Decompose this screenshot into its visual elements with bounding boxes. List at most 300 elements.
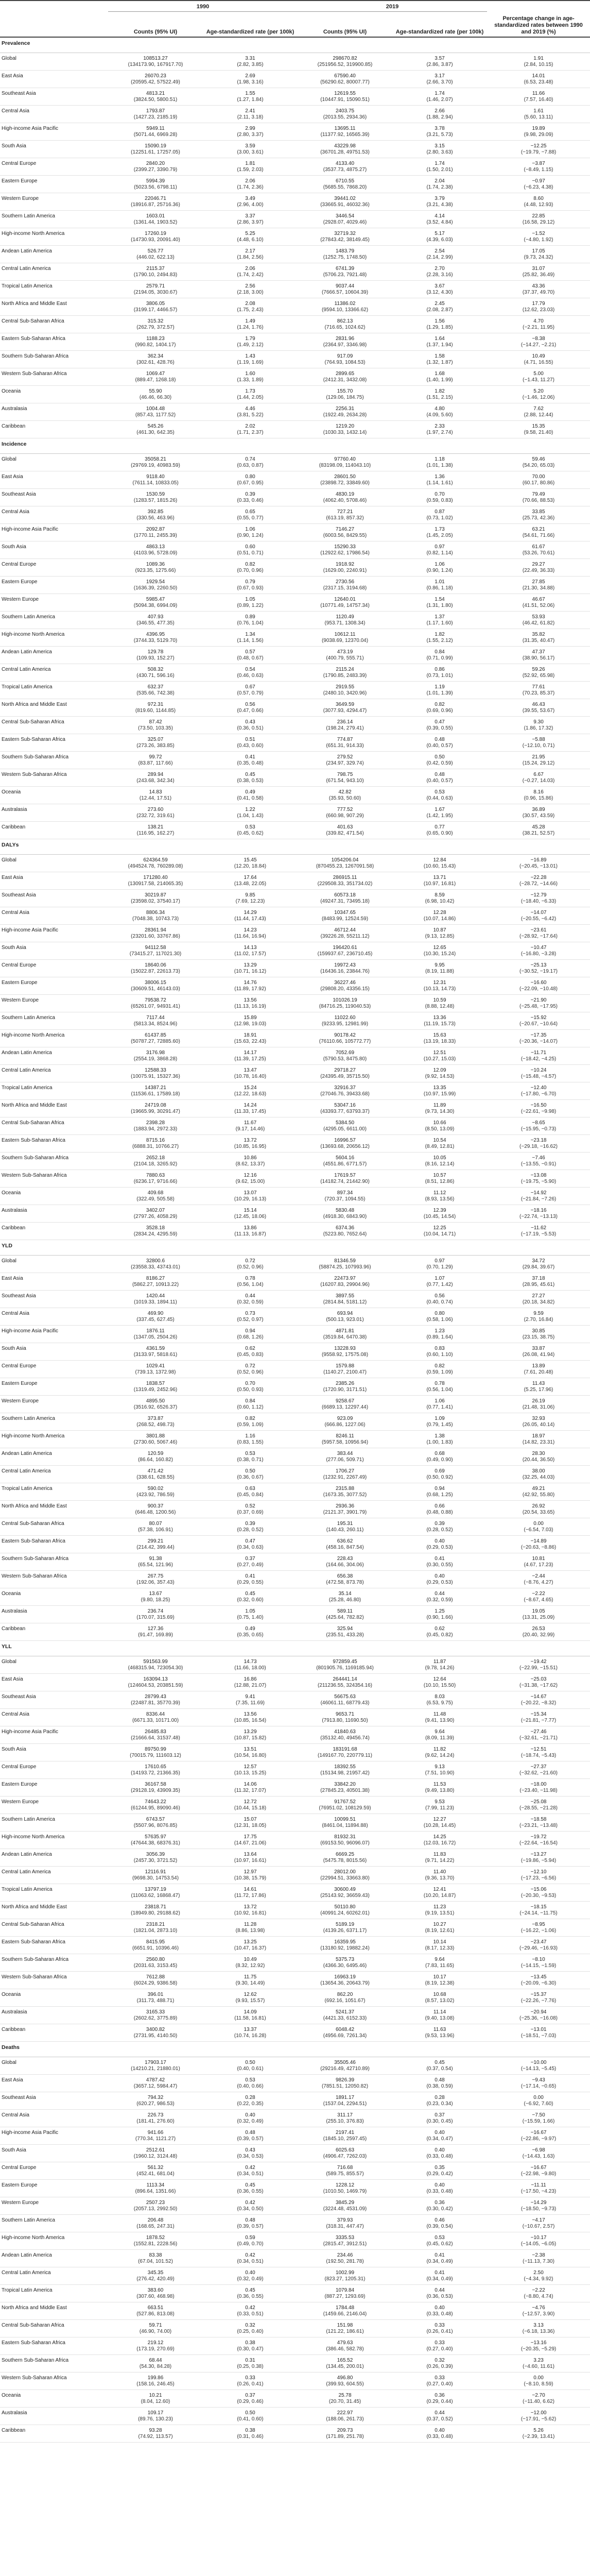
cell-value: 11.40 [433, 1869, 446, 1875]
counts-1990-cell [108, 1501, 203, 1518]
cell-value: 120.59 [147, 1451, 164, 1456]
pct-change-cell [487, 1466, 590, 1483]
counts-1990-cell [108, 1902, 203, 1919]
cell-value: 1.60 [245, 371, 255, 377]
counts-1990-cell [108, 1656, 203, 1674]
cell-value: 693.94 [337, 1311, 353, 1316]
section-header-row [0, 438, 590, 454]
cell-value: 5.00 [533, 371, 544, 377]
cell-interval: (49247.31, 73495.18) [320, 899, 370, 904]
cell-interval: (−8.67, 4.65) [524, 1597, 553, 1603]
rate-2019-cell [392, 1623, 487, 1641]
pct-change-cell [487, 1100, 590, 1117]
location-cell: Eastern Sub-Saharan Africa [0, 1135, 108, 1153]
counts-2019-cell [298, 647, 392, 664]
cell-interval: (7.61, 20.48) [524, 1369, 553, 1375]
cell-value: −13.16 [530, 2340, 547, 2346]
counts-1990-cell [108, 682, 203, 699]
rate-1990-cell [203, 804, 298, 822]
table-row [0, 1919, 590, 1937]
cell-value: 373.87 [147, 1416, 164, 1421]
cell-value: 0.37 [435, 2112, 445, 2118]
cell-interval: (214.42, 399.44) [136, 1545, 175, 1550]
cell-interval: (446.02, 622.13) [136, 255, 175, 260]
cell-interval: (6003.56, 8429.55) [323, 533, 367, 538]
counts-2019-cell [298, 2024, 392, 2042]
rate-2019-cell [392, 489, 487, 506]
cell-interval: (1.71, 2.37) [237, 430, 264, 435]
cell-value: −12.10 [530, 1869, 547, 1875]
pct-change-cell [487, 53, 590, 71]
location-cell: Global [0, 855, 108, 872]
pct-change-cell [487, 1849, 590, 1867]
pct-change-cell [487, 647, 590, 664]
cell-interval: (3519.84, 6470.38) [323, 1334, 367, 1340]
table-row [0, 1223, 590, 1240]
location-cell: High-income North America [0, 629, 108, 647]
cell-interval: (0.27, 0.40) [426, 2381, 453, 2387]
cell-value: 362.34 [147, 353, 164, 359]
rate-1990-cell [203, 1291, 298, 1308]
rate-1990-cell [203, 1205, 298, 1223]
cell-interval: (8.62, 13.37) [235, 1161, 265, 1167]
rate-1990-cell [203, 1361, 298, 1378]
table-row [0, 1606, 590, 1623]
counts-1990-cell [108, 1832, 203, 1849]
cell-value: 8.16 [533, 789, 544, 795]
counts-2019-cell [298, 2057, 392, 2075]
cell-value: 39441.02 [334, 196, 356, 201]
cell-value: 0.43 [245, 719, 255, 725]
cell-value: 3176.98 [146, 1050, 165, 1056]
table-row [0, 1308, 590, 1326]
cell-interval: (33665.91, 46032.36) [320, 202, 370, 208]
cell-value: 526.77 [147, 248, 164, 254]
cell-interval: (27046.76, 39433.68) [320, 1091, 370, 1097]
rate-2019-cell [392, 421, 487, 438]
location-cell: Andean Latin America [0, 1047, 108, 1065]
cell-value: 14.24 [244, 1103, 257, 1108]
location-cell: Caribbean [0, 421, 108, 438]
cell-value: 0.54 [245, 667, 255, 672]
cell-interval: (0.27, 0.40) [426, 2346, 453, 2352]
cell-value: 0.45 [245, 2287, 255, 2293]
cell-value: 228.43 [337, 1556, 353, 1562]
cell-value: 0.48 [435, 737, 445, 742]
cell-value: 392.85 [147, 509, 164, 515]
cell-interval: (6689.13, 12297.44) [321, 1404, 369, 1410]
cell-interval: (−18.50, −9.73) [520, 2206, 557, 2212]
cell-interval: (0.90, 1.66) [426, 1615, 453, 1620]
cell-value: 2.41 [245, 108, 255, 114]
rate-1990-cell [203, 2092, 298, 2110]
cell-value: 94112.58 [145, 945, 166, 951]
cell-value: 90178.42 [334, 1032, 356, 1038]
cell-value: −27.46 [530, 1729, 547, 1735]
cell-value: 1706.27 [335, 1468, 355, 1474]
counts-2019-cell [298, 1291, 392, 1308]
location-cell: North Africa and Middle East [0, 1902, 108, 1919]
cell-interval: (−14.05, −6.05) [520, 2241, 557, 2247]
table-row [0, 2180, 590, 2197]
counts-1990-cell [108, 88, 203, 106]
cell-interval: (8.51, 12.86) [425, 1179, 455, 1184]
cell-value: 12.41 [433, 1887, 446, 1892]
pct-change-cell [487, 1623, 590, 1641]
cell-value: 1.49 [245, 318, 255, 324]
cell-value: 8336.44 [146, 1711, 165, 1717]
counts-1990-cell [108, 577, 203, 594]
cell-interval: (0.37, 0.52) [426, 2416, 453, 2422]
rate-2019-cell [392, 1205, 487, 1223]
counts-1990-cell [108, 1623, 203, 1641]
location-cell: East Asia [0, 71, 108, 88]
cell-value: 4787.42 [146, 2077, 165, 2083]
counts-2019-cell [298, 298, 392, 316]
cell-interval: (10.74, 16.28) [234, 2033, 267, 2039]
cell-value: 590.02 [147, 1486, 164, 1492]
cell-interval: (0.28, 0.52) [426, 1527, 453, 1533]
counts-1990-cell [108, 1308, 203, 1326]
cell-interval: (1.14, 1.61) [426, 480, 453, 486]
cell-interval: (346.55, 477.35) [136, 620, 175, 626]
cell-value: 1.73 [245, 388, 255, 394]
location-cell: Global [0, 454, 108, 471]
cell-value: 16963.19 [334, 1974, 356, 1980]
pct-change-cell [487, 2110, 590, 2127]
location-cell: Eastern Europe [0, 1378, 108, 1396]
cell-interval: (0.50, 0.92) [426, 1475, 453, 1480]
cell-value: 0.00 [533, 1521, 544, 1527]
cell-value: 383.44 [337, 1451, 353, 1456]
cell-value: 0.48 [245, 2217, 255, 2223]
cell-interval: (24395.49, 35715.50) [320, 1074, 370, 1079]
rate-2019-cell [392, 1361, 487, 1378]
cell-interval: (0.32, 0.59) [426, 1597, 453, 1603]
cell-interval: (6.98, 10.42) [425, 899, 455, 904]
cell-interval: (14210.21, 21880.01) [131, 2066, 180, 2072]
cell-interval: (1140.27, 2100.47) [323, 1369, 367, 1375]
counts-1990-cell [108, 351, 203, 368]
cell-interval: (2317.15, 3194.68) [323, 585, 367, 591]
cell-interval: (11.66, 18.00) [234, 1665, 266, 1671]
location-cell: Central Sub-Saharan Africa [0, 2320, 108, 2337]
cell-value: 6025.63 [335, 2147, 355, 2153]
pct-change-cell [487, 524, 590, 541]
location-cell: Southern Sub-Saharan Africa [0, 1553, 108, 1571]
rate-1990-cell [203, 2390, 298, 2408]
cell-value: −2.38 [532, 2252, 545, 2258]
cell-value: 163094.13 [143, 1676, 168, 1682]
cell-interval: (50787.27, 72885.60) [131, 1039, 180, 1044]
rate-2019-cell [392, 2110, 487, 2127]
location-cell: Tropical Latin America [0, 2285, 108, 2302]
cell-interval: (4295.05, 6611.00) [323, 1126, 367, 1132]
cell-value: 0.63 [245, 1486, 255, 1492]
rate-1990-cell [203, 2408, 298, 2425]
rate-2019-cell [392, 2145, 487, 2162]
pct-change-cell [487, 1972, 590, 1989]
counts-2019-cell [298, 1030, 392, 1047]
rate-2019-cell [392, 2320, 487, 2337]
cell-interval: (458.16, 847.54) [326, 1545, 364, 1550]
cell-interval: (1.49, 2.12) [237, 342, 264, 348]
cell-value: −15.06 [530, 1887, 547, 1892]
counts-2019-cell [298, 1431, 392, 1448]
counts-1990-cell [108, 2250, 203, 2267]
cell-interval: (0.40, 0.57) [426, 778, 453, 784]
cell-interval: (40991.24, 60262.01) [320, 1910, 370, 1916]
cell-value: 34.72 [532, 1258, 545, 1264]
counts-2019-cell [298, 2408, 392, 2425]
cell-interval: (0.29, 0.46) [237, 2399, 264, 2404]
pct-change-cell [487, 1396, 590, 1413]
table-row [0, 1361, 590, 1378]
cell-interval: (0.47, 0.66) [237, 708, 264, 714]
location-cell: Central Europe [0, 1761, 108, 1779]
counts-2019-cell [298, 351, 392, 368]
counts-1990-cell [108, 1709, 203, 1726]
location-cell: Southern Sub-Saharan Africa [0, 2355, 108, 2372]
cell-interval: (801905.76, 1169185.94) [316, 1665, 374, 1671]
location-cell: Western Europe [0, 193, 108, 211]
counts-1990-cell [108, 1135, 203, 1153]
cell-interval: (0.43, 0.60) [237, 743, 264, 749]
rate-2019-cell [392, 2215, 487, 2232]
counts-2019-cell [298, 2075, 392, 2092]
cell-interval: (2.86, 3.97) [237, 219, 264, 225]
rate-2019-cell [392, 2024, 487, 2042]
cell-value: 473.19 [337, 649, 353, 655]
rate-2019-cell [392, 1919, 487, 1937]
counts-2019-cell [298, 1082, 392, 1100]
cell-interval: (2815.47, 3912.51) [323, 2241, 367, 2247]
cell-value: 91767.52 [334, 1799, 356, 1805]
cell-value: 12116.91 [145, 1869, 166, 1875]
location-cell: Oceania [0, 386, 108, 403]
cell-interval: (−15.59, 1.66) [522, 2119, 555, 2124]
cell-value: −18.15 [530, 1904, 547, 1910]
cell-value: 14.17 [244, 1050, 257, 1056]
counts-1990-cell [108, 176, 203, 193]
cell-value: 19.05 [532, 1608, 545, 1614]
cell-interval: (0.30, 0.42) [426, 2206, 453, 2212]
cell-value: 1054206.04 [331, 857, 359, 863]
counts-1990-cell [108, 1553, 203, 1571]
cell-value: 26.19 [532, 1398, 545, 1404]
cell-interval: (−17.50, −4.23) [520, 2189, 557, 2194]
cell-value: 32719.32 [334, 231, 356, 236]
cell-interval: (1636.39, 2260.50) [133, 585, 178, 591]
rate-2019-cell [392, 1937, 487, 1954]
counts-2019-cell [298, 1744, 392, 1761]
rate-2019-cell [392, 1466, 487, 1483]
cell-value: 1.61 [533, 108, 544, 114]
table-row [0, 2215, 590, 2232]
cell-value: 3.59 [245, 143, 255, 149]
pct-change-cell [487, 489, 590, 506]
cell-interval: (0.59, 1.09) [237, 1422, 264, 1428]
cell-interval: (2121.37, 3901.79) [323, 1510, 367, 1515]
pct-change-cell [487, 1291, 590, 1308]
cell-interval: (1.98, 3.16) [237, 79, 264, 85]
cell-interval: (0.32, 0.49) [237, 2276, 264, 2282]
counts-2019-cell [298, 1989, 392, 2007]
cell-interval: (−14.13, −5.45) [520, 2066, 557, 2072]
pct-change-cell [487, 1030, 590, 1047]
rate-1990-cell [203, 333, 298, 351]
cell-value: −15.37 [530, 1992, 547, 1997]
table-row [0, 1135, 590, 1153]
cell-interval: (0.60, 1.12) [237, 1404, 264, 1410]
counts-2019-cell [298, 787, 392, 804]
counts-1990-cell [108, 2145, 203, 2162]
table-row [0, 1797, 590, 1814]
cell-value: 897.34 [337, 1190, 353, 1196]
counts-2019-cell [298, 123, 392, 141]
table-row [0, 2267, 590, 2285]
table-row [0, 734, 590, 752]
cell-value: 0.86 [435, 667, 445, 672]
cell-value: 11.14 [433, 2009, 446, 2015]
cell-value: 4.80 [435, 406, 445, 412]
cell-value: 0.44 [435, 2410, 445, 2416]
cell-interval: (124604.53, 203851.59) [128, 1683, 183, 1688]
cell-interval: (923.35, 1275.66) [135, 568, 176, 573]
table-row [0, 2372, 590, 2390]
cell-interval: (1.86, 17.32) [524, 725, 553, 731]
cell-value: 0.36 [435, 2393, 445, 2398]
cell-interval: (472.58, 873.78) [326, 1580, 364, 1585]
cell-value: 3400.82 [146, 2027, 165, 2032]
cell-value: 0.49 [245, 1626, 255, 1632]
cell-value: −21.90 [530, 997, 547, 1003]
cell-interval: (1319.49, 2452.96) [133, 1387, 178, 1393]
counts-1990-cell [108, 1797, 203, 1814]
cell-value: 7880.63 [146, 1173, 165, 1178]
cell-interval: (27843.42, 38149.45) [320, 237, 370, 243]
cell-value: 12.97 [244, 1869, 257, 1875]
table-row [0, 228, 590, 246]
cell-value: 0.66 [435, 1503, 445, 1509]
cell-interval: (0.71, 0.99) [426, 655, 453, 661]
table-row [0, 541, 590, 559]
table-row [0, 1047, 590, 1065]
cell-value: 74643.22 [145, 1799, 166, 1805]
cell-interval: (0.41, 0.58) [237, 795, 264, 801]
counts-2019-cell [298, 1518, 392, 1536]
cell-value: 12.16 [244, 1173, 257, 1178]
counts-2019-cell [298, 2110, 392, 2127]
cell-value: −4.76 [532, 2305, 545, 2311]
counts-1990-cell [108, 106, 203, 123]
location-cell: Eastern Europe [0, 977, 108, 995]
cell-value: 12.28 [433, 910, 446, 916]
cell-interval: (−16.22, −1.06) [520, 1928, 557, 1934]
cell-interval: (1.74, 2.36) [237, 184, 264, 190]
cell-interval: (−22.64, −16.54) [519, 1840, 558, 1846]
cell-value: −14.07 [530, 910, 547, 916]
location-cell: South Asia [0, 541, 108, 559]
cell-interval: (0.31, 0.46) [237, 2434, 264, 2439]
cell-interval: (0.34, 0.50) [237, 2206, 264, 2212]
counts-1990-cell [108, 1849, 203, 1867]
rate-2019-cell [392, 1849, 487, 1867]
cell-value: 4.46 [245, 406, 255, 412]
cell-value: 14.76 [244, 980, 257, 986]
pct-change-cell [487, 1989, 590, 2007]
counts-2019-cell [298, 1170, 392, 1188]
rate-1990-cell [203, 1396, 298, 1413]
cell-value: 636.62 [337, 1538, 353, 1544]
cell-value: 17260.19 [145, 231, 166, 236]
table-row [0, 281, 590, 298]
pct-change-cell [487, 907, 590, 925]
rate-1990-cell [203, 1797, 298, 1814]
pct-change-cell [487, 333, 590, 351]
location-cell: East Asia [0, 471, 108, 489]
cell-interval: (4956.69, 7261.34) [323, 2033, 367, 2039]
cell-value: 8186.27 [146, 1276, 165, 1281]
rate-2019-cell [392, 53, 487, 71]
cell-interval: (29808.20, 43356.15) [320, 986, 370, 992]
table-body [0, 37, 590, 2443]
counts-2019-cell [298, 1361, 392, 1378]
cell-value: 0.00 [533, 2095, 544, 2100]
cell-interval: (0.39, 0.55) [426, 725, 453, 731]
cell-value: 5.20 [533, 388, 544, 394]
cell-interval: (9.53, 13.96) [425, 2033, 455, 2039]
counts-1990-cell [108, 541, 203, 559]
cell-value: 15.24 [244, 1085, 257, 1091]
cell-value: −8.65 [532, 1120, 545, 1126]
counts-1990-cell [108, 1082, 203, 1100]
cell-interval: (18949.80, 29188.62) [131, 1910, 180, 1916]
rate-1990-cell [203, 2355, 298, 2372]
pct-change-cell [487, 2215, 590, 2232]
cell-interval: (0.45, 0.83) [237, 1352, 264, 1358]
rate-2019-cell [392, 1188, 487, 1205]
pct-change-cell [487, 2337, 590, 2355]
cell-interval: (−17.19, −5.53) [520, 1231, 557, 1237]
cell-value: 28361.94 [145, 927, 166, 933]
counts-1990-cell [108, 2007, 203, 2024]
cell-interval: (770.34, 1121.27) [135, 2136, 176, 2142]
counts-1990-cell [108, 1205, 203, 1223]
rate-1990-cell [203, 1814, 298, 1832]
table-row [0, 524, 590, 541]
cell-interval: (1361.44, 1903.52) [133, 219, 178, 225]
cell-value: 1.82 [435, 632, 445, 637]
cell-interval: (2.14, 2.99) [426, 255, 453, 260]
cell-value: −17.35 [530, 1032, 547, 1038]
cell-value: 30.85 [532, 1328, 545, 1334]
rate-1990-cell [203, 1553, 298, 1571]
cell-value: 1.34 [245, 632, 255, 637]
cell-interval: (9.73, 14.30) [425, 1109, 455, 1114]
cell-value: 1838.57 [146, 1381, 165, 1386]
cell-interval: (10.29, 16.13) [234, 1196, 267, 1202]
cell-interval: (468315.94, 723054.30) [128, 1665, 183, 1671]
cell-value: 129.78 [147, 649, 164, 655]
cell-value: −7.50 [532, 2112, 545, 2118]
cell-value: 63.21 [532, 527, 545, 532]
counts-1990-cell [108, 1518, 203, 1536]
counts-2019-cell [298, 333, 392, 351]
header-year-1990: 1990 [108, 1, 298, 12]
counts-1990-cell [108, 1448, 203, 1466]
cell-value: 99.72 [149, 754, 162, 760]
